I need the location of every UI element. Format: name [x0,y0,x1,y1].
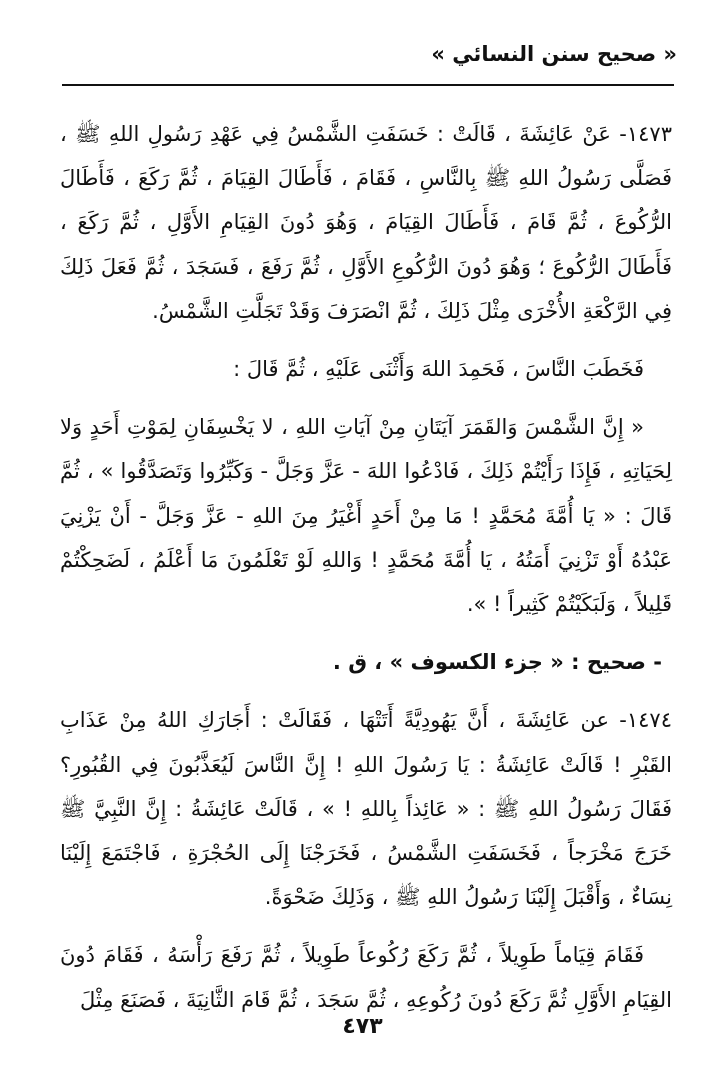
page-number: ٤٧٣ [342,1014,383,1039]
running-header: « صحيح سنن النسائي » [431,42,677,66]
sermon-quote: « إِنَّ الشَّمْسَ وَالقَمَرَ آيَتَانِ مِنْ آيَاتِ اللهِ ، لا يَخْسِفَانِ لِمَوْتِ أَحَدٍ وَلا لِحَيَاتِهِ ، فَإِذَا رَأَيْتُمْ ذَلِكَ ، فَادْعُوا اللهَ - عَزَّ وَجَلَّ - وَكَبِّرُوا وَتَصَدَّقُوا » ، ثُمَّ قَالَ : « يَا أُمَّةَ مُحَمَّدٍ ! مَا مِنْ أَحَدٍ أَغْيَرُ مِنَ اللهِ - عَزَّ وَجَلَّ - أَنْ يَزْنِيَ عَبْدُهُ أَوْ تَزْنِيَ أَمَتُهُ ، يَا أُمَّةَ مُحَمَّدٍ ! وَاللهِ لَوْ تَعْلَمُونَ مَا أَعْلَمُ ، لَضَحِكْتُمْ قَلِيلاً ، وَلَبَكَيْتُمْ كَثِيراً ! ». [60,415,672,617]
hadith-grade: - صحيح : « جزء الكسوف » ، ق . [332,650,662,675]
sermon-intro: فَخَطَبَ النَّاسَ ، فَحَمِدَ اللهَ وَأَثْنَى عَلَيْهِ ، ثُمَّ قَالَ : [233,357,644,382]
hadith-1473: ١٤٧٣- عَنْ عَائِشَةَ ، قَالَتْ : خَسَفَتِ الشَّمْسُ فِي عَهْدِ رَسُولِ اللهِ ﷺ ، فَصَلَّى رَسُولُ اللهِ ﷺ بِالنَّاسِ ، فَقَامَ ، فَأَطَالَ القِيَامَ ، ثُمَّ رَكَعَ ، فَأَطَالَ الرُّكُوعَ ، ثُمَّ قَامَ ، فَأَطَالَ القِيَامَ ، وَهُوَ دُونَ القِيَامِ الأَوَّلِ ، ثُمَّ رَكَعَ ، فَأَطَالَ الرُّكُوعَ ؛ وَهُوَ دُونَ الرُّكُوعِ الأَوَّلِ ، ثُمَّ رَفَعَ ، فَسَجَدَ ، ثُمَّ فَعَلَ ذَلِكَ فِي الرَّكْعَةِ الأُخْرَى مِثْلَ ذَلِكَ ، ثُمَّ انْصَرَفَ وَقَدْ تَجَلَّتِ الشَّمْسُ. [60,122,672,323]
header-rule [62,84,674,86]
hadith-1474: ١٤٧٤- عن عَائِشَةَ ، أَنَّ يَهُودِيَّةً أَتَتْهَا ، فَقَالَتْ : أَجَارَكِ اللهُ مِنْ عَذَابِ القَبْرِ ! قَالَتْ عَائِشَةُ : يَا رَسُولَ اللهِ ! إِنَّ النَّاسَ لَيُعَذَّبُونَ فِي القُبُورِ؟ فَقَالَ رَسُولُ اللهِ ﷺ : « عَائِذاً بِاللهِ ! » ، قَالَتْ عَائِشَةُ : إِنَّ النَّبِيَّ ﷺ خَرَجَ مَخْرَجاً ، فَخَسَفَتِ الشَّمْسُ ، فَخَرَجْنَا إِلَى الحُجْرَةِ ، فَاجْتَمَعَ إِلَيْنَا نِسَاءٌ ، وَأَقْبَلَ إِلَيْنَا رَسُولُ اللهِ ﷺ ، وَذَلِكَ ضَحْوَةً. [60,708,672,910]
hadith-1474-continued: فَقَامَ قِيَاماً طَوِيلاً ، ثُمَّ رَكَعَ رُكُوعاً طَوِيلاً ، ثُمَّ رَفَعَ رَأْسَهُ ، فَقَامَ دُونَ القِيَامِ الأَوَّلِ ثُمَّ رَكَعَ دُونَ رُكُوعِهِ ، ثُمَّ سَجَدَ ، ثُمَّ قَامَ الثَّانِيَةَ ، فَصَنَعَ مِثْلَ [60,943,672,1012]
page-body [60,112,672,1036]
